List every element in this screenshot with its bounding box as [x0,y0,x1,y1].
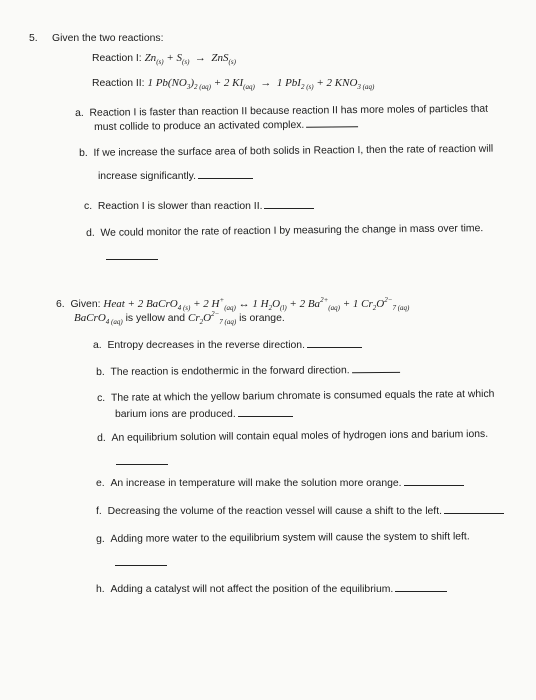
q6g-answer-blank[interactable] [115,565,167,566]
q5c-text: c. Reaction I is slower than reaction II. [84,200,314,213]
reaction-2-equation: 1 $Pb(NO_3)_{2 (aq)} + 2$ $KI_{(aq)} \to 1$ PbI$_{2 (s)}$ + 2 $KNO_{3 (aq)}$ [147,77,375,91]
q6f-answer-blank[interactable] [444,512,504,514]
q5c-answer-blank[interactable] [264,207,314,209]
q5a-answer-blank[interactable] [306,125,358,128]
q5-stem: Given the two reactions: [52,33,164,44]
q5d-answer-blank[interactable] [106,259,158,260]
reaction-1-label: Reaction I: [92,53,142,64]
q6d-text: d. An equilibrium solution will contain equal moles of hydrogen ions and barium ions. [97,428,489,444]
reaction-2 [92,77,374,94]
q6g-text: g. Adding more water to the equilibrium system will cause the system to shift left. [96,531,470,545]
q5a-text: a. Reaction I is faster than reaction II because reaction II has more moles of particles that [75,103,489,119]
q6c-text: c. The rate at which the yellow barium chromate is consumed equals the rate at which [97,388,495,404]
q6a-answer-blank[interactable] [307,346,362,348]
q5-number: 5. [29,33,38,44]
q6f-text: f. Decreasing the volume of the reaction vessel will cause a shift to the left. [96,505,504,518]
q6-given: Given: [70,299,101,310]
q6c-text-line2: barium ions are produced. [115,408,293,421]
q5d-text: d. We could monitor the rate of reaction I by measuring the change in mass over time. [86,223,484,239]
reaction-1-equation: $Zn_{(s)} + S_{(s)} \to ZnS_{(s)}$ [144,52,236,66]
q6d-answer-blank[interactable] [116,464,168,465]
q5a-text-line2: must collide to produce an activated complex. [94,118,358,134]
q6-color-line: BaCrO$_{4 (aq)}$ is yellow and $Cr_2O^{2-}_{7 (aq)}$ is orange. [74,310,285,326]
q5b-text-line2: increase significantly. [98,170,253,183]
q6c-answer-blank[interactable] [238,415,293,417]
q6b-answer-blank[interactable] [352,371,400,373]
q6e-answer-blank[interactable] [404,484,464,486]
q6h-answer-blank[interactable] [395,590,447,592]
q6h-text: h. Adding a catalyst will not affect the position of the equilibrium. [96,583,447,596]
q5b-answer-blank[interactable] [198,177,253,179]
q6e-text: e. An increase in temperature will make the solution more orange. [96,477,464,490]
q6-number: 6. [56,299,65,310]
q6b-text: b. The reaction is endothermic in the forward direction. [96,364,400,379]
q5b-text: b. If we increase the surface area of both solids in Reaction I, then the rate of reaction will [79,143,494,159]
reaction-1 [92,52,236,69]
reaction-2-label: Reaction II: [92,78,145,89]
q6a-text: a. Entropy decreases in the reverse direction. [93,339,362,352]
q6-equation: Heat + 2 BaCrO$_{4 (s)}$ + 2 $H^+_{(aq)}$ ↔ 1 $H_2O_{(l)} + 2$ $Ba^{2+}_{(aq)} + 1$ $Cr_2O^{2-}_{7 (aq)}$ [103,296,410,312]
